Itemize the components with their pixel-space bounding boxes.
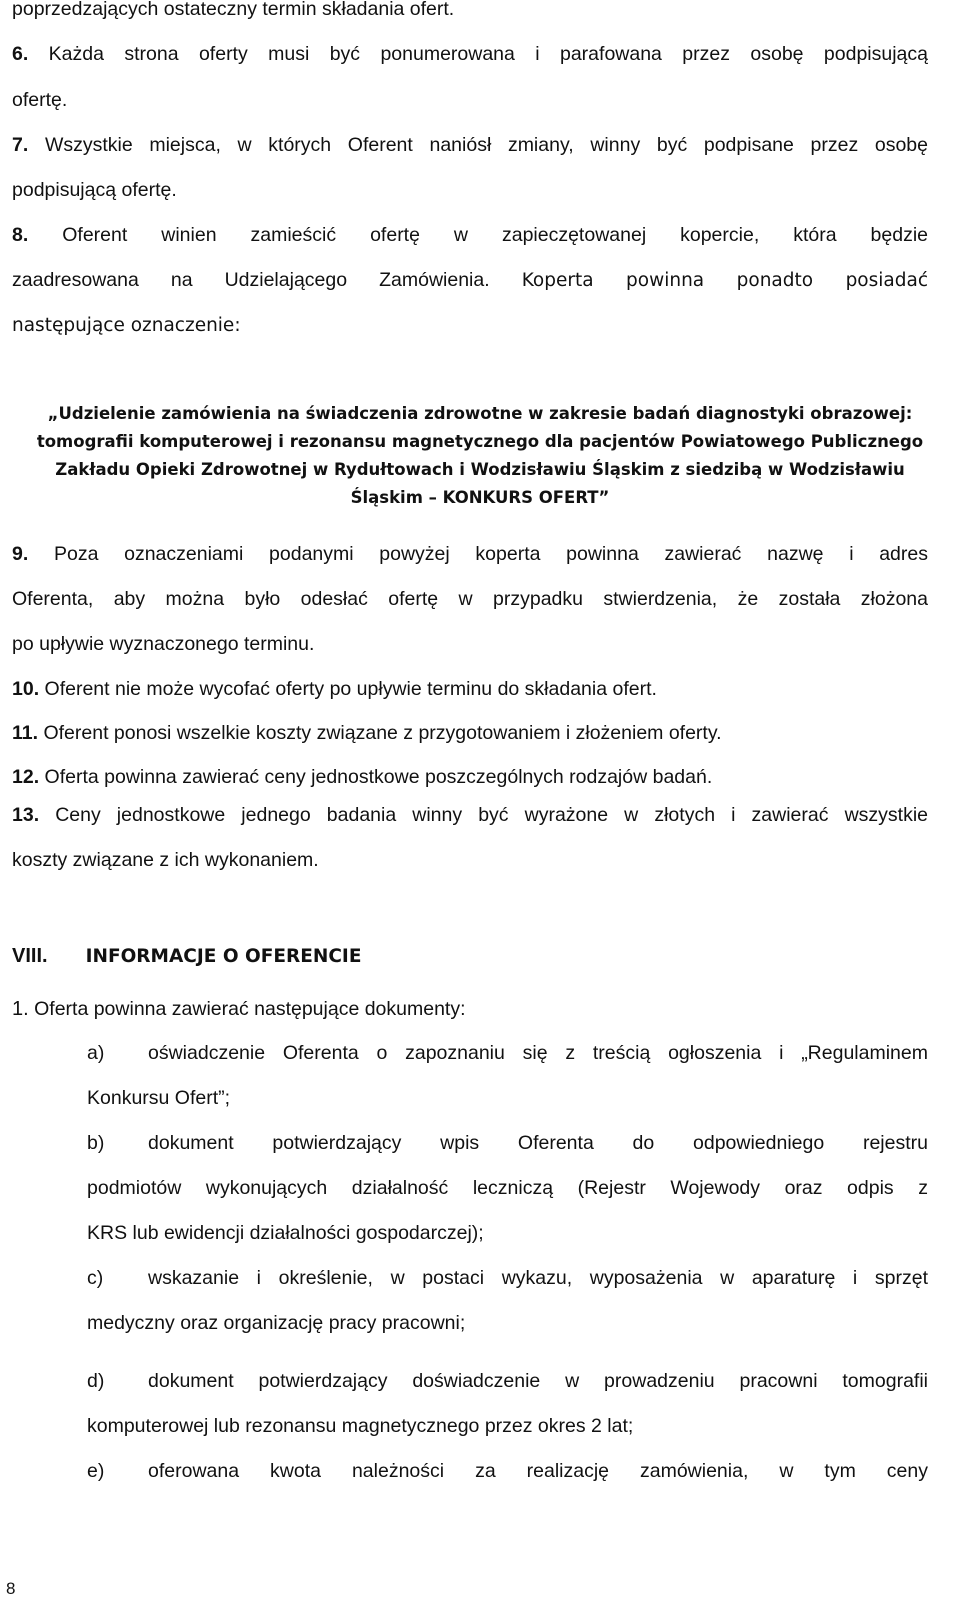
item-letter: e) [87,1460,105,1482]
point-6-continuation: ofertę. [12,89,68,111]
item-a: a) oświadczenie Oferenta o zapoznaniu się z treścią ogłoszenia i „Regulaminem [87,1042,928,1064]
envelope-label-line-4: Śląskim – KONKURS OFERT” [350,488,610,507]
section-point-1: 1. Oferta powinna zawierać następujące dokumenty: [12,998,466,1020]
item-d: d) dokument potwierdzający doświadczenie w prowadzeniu pracowni tomografii [87,1370,928,1392]
point-12: 12. Oferta powinna zawierać ceny jednostkowe poszczególnych rodzajów badań. [12,766,713,788]
envelope-label-line-3: Zakładu Opieki Zdrowotnej w Rydułtowach i Wodzisławiu Śląskim z siedzibą w Wodzisławiu [55,460,905,479]
point-number: 13. [12,804,40,826]
section-heading [12,943,361,970]
point-number: 6. [12,43,29,65]
point-9: 9. Poza oznaczeniami podanymi powyżej koperta powinna zawierać nazwę i adres [12,543,928,565]
item-letter: b) [87,1132,105,1154]
item-c-continuation: medyczny oraz organizację pracy pracowni; [87,1312,466,1334]
item-letter: a) [87,1042,105,1064]
point-8-continuation-2: następujące oznaczenie: [12,315,241,336]
item-c: c) wskazanie i określenie, w postaci wykazu, wyposażenia w aparaturę i sprzęt [87,1267,928,1289]
point-number: 9. [12,543,29,565]
point-number: 12. [12,766,40,788]
item-b-continuation-2: KRS lub ewidencji działalności gospodarczej); [87,1222,484,1244]
point-7-continuation: podpisującą ofertę. [12,179,177,201]
item-e: e) oferowana kwota należności za realizację zamówienia, w tym ceny [87,1460,928,1482]
item-b-continuation-1: podmiotów wykonujących działalność leczniczą (Rejestr Wojewody oraz odpis z [87,1177,928,1199]
point-9-continuation-1: Oferenta, aby można było odesłać ofertę w przypadku stwierdzenia, że została złożona [12,588,928,610]
point-8-continuation-1: zaadresowana na Udzielającego Zamówienia. Koperta powinna ponadto posiadać [12,269,928,291]
envelope-label-line-1: „Udzielenie zamówienia na świadczenia zdrowotne w zakresie badań diagnostyki obrazowej: [47,404,913,423]
point-number: 10. [12,678,40,700]
point-13-continuation: koszty związane z ich wykonaniem. [12,849,319,871]
envelope-label-line-2: tomografii komputerowej i rezonansu magnetycznego dla pacjentów Powiatowego Publicznego [36,432,924,451]
item-letter: d) [87,1370,105,1392]
point-7: 7. Wszystkie miejsca, w których Oferent naniósł zmiany, winny być podpisane przez osobę [12,134,928,156]
point-number: 8. [12,224,29,246]
point-number: 7. [12,134,29,156]
item-a-continuation: Konkursu Ofert”; [87,1087,231,1109]
continuation-line: poprzedzających ostateczny termin składania ofert. [12,0,455,20]
item-letter: c) [87,1267,104,1289]
point-6: 6. Każda strona oferty musi być ponumerowana i parafowana przez osobę podpisującą [12,43,928,65]
point-8: 8. Oferent winien zamieścić ofertę w zapieczętowanej kopercie, która będzie [12,224,929,246]
section-title: INFORMACJE O OFERENCIE [85,946,362,967]
item-d-continuation: komputerowej lub rezonansu magnetycznego przez okres 2 lat; [87,1415,634,1437]
page-number: 8 [6,1579,16,1598]
point-11: 11. Oferent ponosi wszelkie koszty związane z przygotowaniem i złożeniem oferty. [12,722,722,744]
point-number: 1. [12,998,29,1020]
point-9-continuation-2: po upływie wyznaczonego terminu. [12,633,315,655]
point-13: 13. Ceny jednostkowe jednego badania winny być wyrażone w złotych i zawierać wszystkie [12,804,928,826]
point-10: 10. Oferent nie może wycofać oferty po upływie terminu do składania ofert. [12,678,657,700]
section-number: VIII. [12,945,48,967]
point-number: 11. [12,722,39,744]
item-b: b) dokument potwierdzający wpis Oferenta do odpowiedniego rejestru [87,1132,928,1154]
